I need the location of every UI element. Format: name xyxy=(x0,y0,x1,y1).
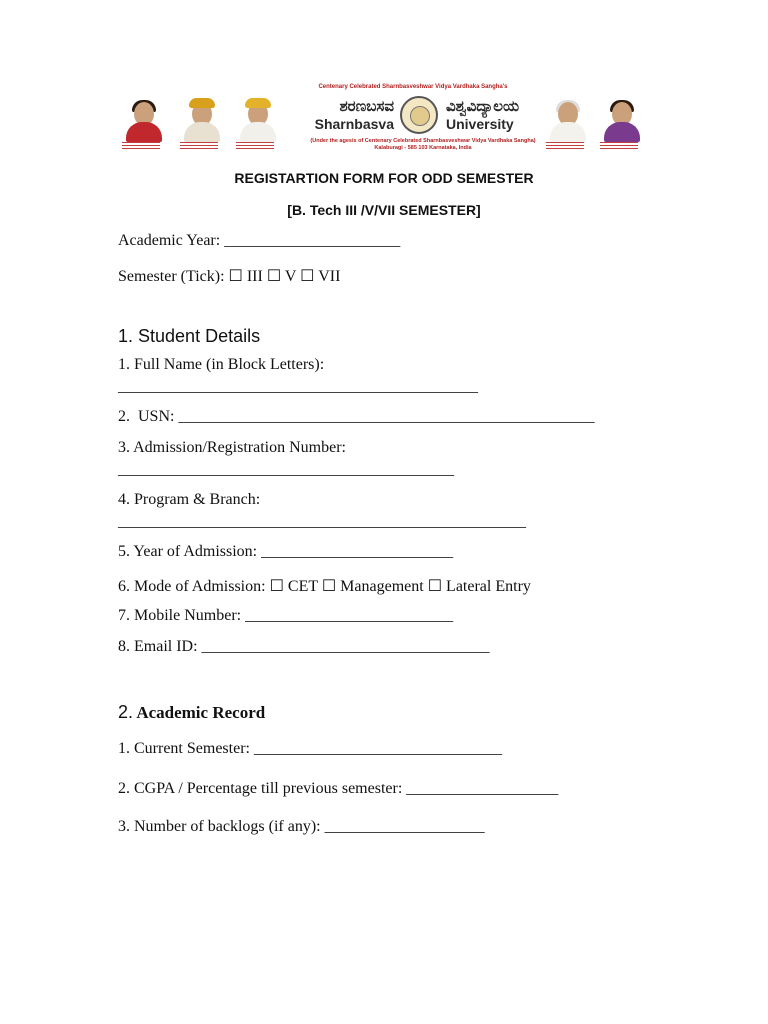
current-semester-field[interactable]: _______________________________ xyxy=(253,740,502,757)
portrait-5 xyxy=(600,98,644,142)
cgpa-row xyxy=(118,780,558,798)
semester-tick-row[interactable]: Semester (Tick): ☐ III ☐ V ☐ VII xyxy=(118,268,341,285)
usn-label: 2. USN: xyxy=(118,408,179,425)
mobile-number-field[interactable]: __________________________ xyxy=(245,607,454,624)
current-semester-label: 1. Current Semester: xyxy=(118,740,254,757)
admission-number-field[interactable]: __________________________________________ xyxy=(118,461,454,478)
university-name-kannada-left: ಶರಣಬಸವ xyxy=(339,98,394,115)
banner-sub-line2: Kalaburagi - 585 103 Karnataka, India xyxy=(374,145,472,151)
banner-subtitle xyxy=(278,138,568,152)
year-of-admission-label: 5. Year of Admission: xyxy=(118,543,262,560)
university-name-kannada-right: ವಿಶ್ವವಿದ್ಯಾಲಯ xyxy=(446,98,520,115)
academic-record-number: 2. xyxy=(118,702,134,722)
portrait-5-caption xyxy=(596,140,642,150)
cgpa-field[interactable]: ___________________ xyxy=(406,780,559,797)
portrait-4-caption xyxy=(542,140,588,150)
academic-record-heading xyxy=(118,702,265,723)
mode-of-admission-row[interactable]: 6. Mode of Admission: ☐ CET ☐ Management ☐ Lateral Entry xyxy=(118,578,531,595)
email-field[interactable]: ____________________________________ xyxy=(201,638,490,655)
email-row xyxy=(118,638,490,656)
portrait-3 xyxy=(236,98,280,142)
usn-field[interactable]: ____________________________________________________ xyxy=(178,408,595,425)
mobile-number-label: 7. Mobile Number: xyxy=(118,607,246,624)
academic-year-label: Academic Year: xyxy=(118,232,225,249)
full-name-label: 1. Full Name (in Block Letters): xyxy=(118,356,325,373)
portrait-1 xyxy=(122,98,166,142)
year-of-admission-field[interactable]: ________________________ xyxy=(261,543,454,560)
current-semester-row xyxy=(118,740,502,758)
university-name-english-left: Sharnbasva xyxy=(314,116,394,132)
backlogs-label: 3. Number of backlogs (if any): xyxy=(118,818,325,835)
usn-row xyxy=(118,408,594,426)
banner-sub-line1: (Under the agesis of Centenary Celebrated Sharnbasveshwar Vidya Vardhaka Sangha) xyxy=(310,138,536,144)
admission-number-label: 3. Admission/Registration Number: xyxy=(118,439,346,456)
form-subtitle: [B. Tech III /V/VII SEMESTER] xyxy=(287,202,481,218)
year-of-admission-row xyxy=(118,543,453,561)
university-name-english-right: University xyxy=(446,116,514,132)
university-banner xyxy=(118,80,648,155)
portrait-3-caption xyxy=(232,140,278,150)
form-title: REGISTARTION FORM FOR ODD SEMESTER xyxy=(234,170,534,186)
cgpa-label: 2. CGPA / Percentage till previous semester: xyxy=(118,780,407,797)
backlogs-field[interactable]: ____________________ xyxy=(324,818,485,835)
student-details-heading: 1. Student Details xyxy=(118,326,261,346)
program-branch-label: 4. Program & Branch: xyxy=(118,491,261,508)
academic-record-title: Academic Record xyxy=(133,703,266,722)
academic-year-row xyxy=(118,232,400,250)
full-name-field[interactable]: _____________________________________________ xyxy=(118,378,478,395)
portrait-2-caption xyxy=(176,140,222,150)
academic-year-field[interactable]: ______________________ xyxy=(224,232,401,249)
program-branch-field[interactable]: ___________________________________________________ xyxy=(118,513,526,530)
portrait-2 xyxy=(180,98,224,142)
mobile-number-row xyxy=(118,607,453,625)
backlogs-row xyxy=(118,818,485,836)
university-name-left xyxy=(284,98,394,132)
banner-top-text: Centenary Celebrated Sharnbasveshwar Vidya Vardhaka Sangha's xyxy=(318,84,508,90)
email-label: 8. Email ID: xyxy=(118,638,202,655)
portrait-4 xyxy=(546,98,590,142)
university-name-right xyxy=(446,98,556,132)
university-seal-icon xyxy=(400,96,438,134)
portrait-1-caption xyxy=(118,140,164,150)
